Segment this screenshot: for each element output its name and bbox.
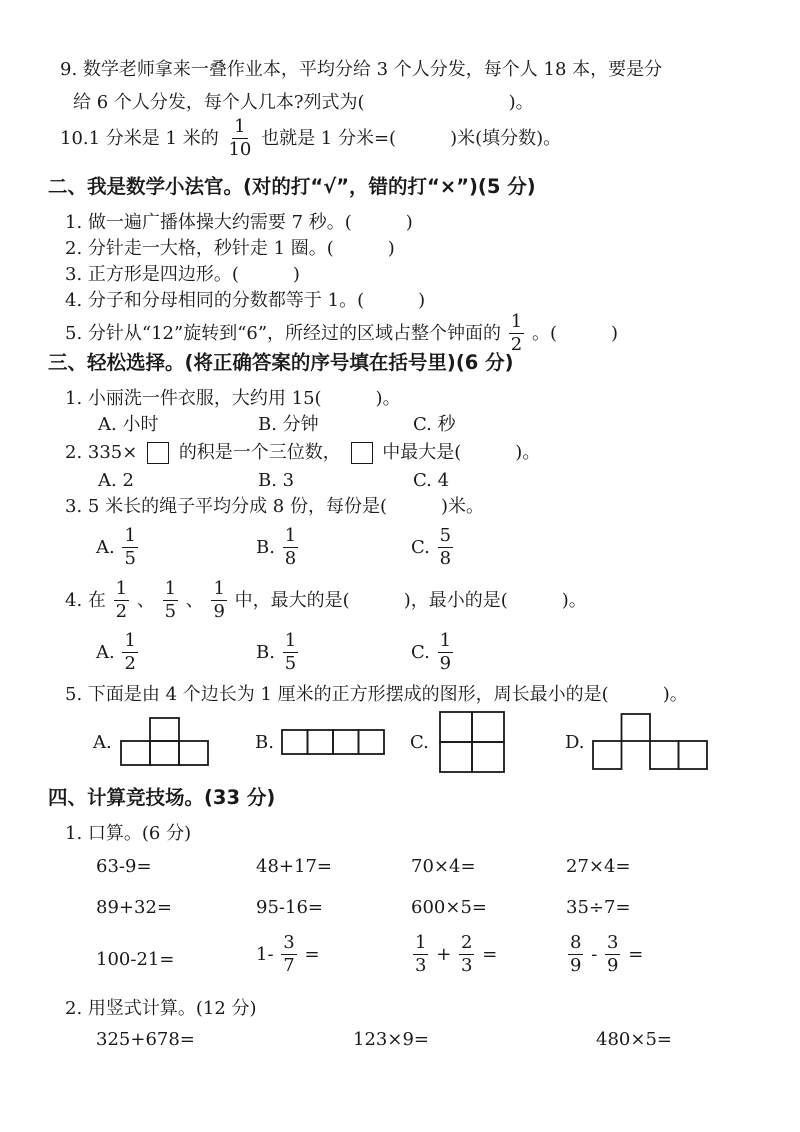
judge-item-1: 1. 做一遍广播体操大约需要 7 秒。( ) (65, 212, 413, 233)
fraction-denominator: 9 (607, 955, 619, 976)
unit-square (440, 742, 472, 772)
sub-question-oral-calc: 1. 口算。(6 分) (65, 823, 192, 844)
question-10-text-before: 10.1 分米是 1 米的 (60, 127, 219, 149)
choice-3-option-c (411, 527, 455, 568)
compare-fraction-3 (211, 580, 226, 621)
choice-2-text-3: 中最大是( )。 (382, 442, 541, 463)
section-2-heading: 二、我是数学小法官。(对的打“√”，错的打“×”)(5 分) (48, 175, 536, 198)
unit-square (472, 712, 504, 742)
option-fraction (283, 527, 298, 568)
choice-question-1: 1. 小丽洗一件衣服，大约用 15( )。 (65, 388, 401, 409)
judge-item-2: 2. 分针走一大格，秒针走 1 圈。( ) (65, 238, 395, 259)
choice-2-option-c: C. 4 (413, 470, 450, 491)
fraction-numerator: 1 (284, 630, 297, 651)
unit-square (679, 741, 708, 769)
fraction-one-half (509, 313, 524, 354)
choice-1-option-a: A. 小时 (98, 414, 159, 435)
shape-option-b-label: B. (255, 732, 274, 753)
fraction-numerator: 8 (570, 932, 582, 953)
choice-2-text-1: 2. 335× (65, 442, 138, 463)
vertical-calc-2: 123×9= (353, 1029, 429, 1050)
fraction-denominator: 10 (228, 139, 252, 160)
shape-option-a (120, 717, 210, 767)
option-fraction (122, 632, 137, 673)
unit-square (179, 741, 208, 765)
fraction-numerator: 3 (607, 932, 619, 953)
choice-2-option-b: B. 3 (258, 470, 295, 491)
option-label: B. (256, 536, 275, 558)
section-4-heading: 四、计算竞技场。(33 分) (48, 786, 276, 809)
fraction-numerator: 3 (283, 932, 295, 953)
choice-3-option-b (256, 527, 300, 568)
calc-r2-c2: 95-16= (256, 897, 323, 918)
choice-4-text-1: 4. 在 (65, 589, 106, 611)
calc-r1-c2: 48+17= (256, 856, 332, 877)
choice-question-4 (65, 580, 587, 621)
unit-square (121, 741, 150, 765)
option-label: C. (411, 536, 430, 558)
fraction-denominator: 5 (284, 653, 297, 674)
choice-3-option-a (96, 527, 140, 568)
expr-equals: = (304, 943, 320, 965)
shape-option-d-label: D. (565, 732, 585, 753)
fraction-numerator: 2 (461, 932, 473, 953)
unit-square (650, 741, 679, 769)
unit-square (308, 730, 334, 754)
unit-square (333, 730, 359, 754)
fraction-numerator: 5 (439, 525, 452, 546)
expr-fraction (281, 934, 296, 975)
calc-r3-c1: 100-21= (96, 949, 175, 970)
expr-fraction (413, 934, 428, 975)
fraction-denominator: 9 (570, 955, 582, 976)
option-label: A. (96, 641, 115, 663)
fraction-numerator: 1 (415, 932, 427, 953)
compare-fraction-2 (163, 580, 178, 621)
choice-2-option-a: A. 2 (98, 470, 134, 491)
fraction-numerator: 1 (124, 525, 136, 546)
fraction-denominator: 2 (510, 334, 523, 355)
fraction-numerator: 1 (164, 578, 177, 599)
option-fraction (122, 527, 137, 568)
choice-question-2 (65, 441, 540, 465)
option-fraction (283, 632, 298, 673)
judge-item-4: 4. 分子和分母相同的分数都等于 1。( ) (65, 290, 426, 311)
question-10-text-after: 也就是 1 分米=( )米(填分数)。 (261, 127, 562, 149)
fraction-numerator: 1 (284, 525, 297, 546)
calc-r3-c2 (256, 934, 320, 975)
compare-fraction-1 (114, 580, 129, 621)
fraction-denominator: 8 (439, 548, 452, 569)
choice-4-text-2: 中，最大的是( )，最小的是( )。 (234, 589, 587, 611)
fraction-denominator: 5 (164, 601, 177, 622)
judge-item-5-text-before: 5. 分针从“12”旋转到“6”，所经过的区域占整个钟面的 (65, 322, 502, 344)
option-label: C. (411, 641, 430, 663)
expr-text: 1- (256, 943, 274, 965)
fraction-numerator: 1 (234, 116, 246, 137)
judge-item-5-text-after: 。( ) (531, 322, 619, 344)
calc-r2-c3: 600×5= (411, 897, 487, 918)
expr-fraction (568, 934, 583, 975)
unit-square (150, 741, 179, 765)
fraction-numerator: 1 (213, 578, 225, 599)
fraction-denominator: 3 (461, 955, 473, 976)
calc-r1-c1: 63-9= (96, 856, 152, 877)
question-9-line-1: 9. 数学老师拿来一叠作业本，平均分给 3 个人分发，每个人 18 本，要是分 (60, 59, 663, 80)
question-10 (60, 118, 561, 159)
fraction-numerator: 1 (439, 630, 452, 651)
judge-item-5 (65, 313, 618, 354)
unit-square (440, 712, 472, 742)
option-label: A. (96, 536, 115, 558)
calc-r3-c4 (566, 934, 643, 975)
choice-1-option-c: C. 秒 (413, 414, 456, 435)
choice-2-text-2: 的积是一个三位数， (178, 442, 341, 463)
choice-question-5: 5. 下面是由 4 个边长为 1 厘米的正方形摆成的图形，周长最小的是( )。 (65, 684, 688, 705)
expr-fraction (605, 934, 620, 975)
unit-square (622, 714, 651, 741)
option-fraction (438, 527, 453, 568)
shape-option-c-label: C. (410, 732, 429, 753)
calc-r2-c4: 35÷7= (566, 897, 631, 918)
fraction-denominator: 9 (439, 653, 452, 674)
blank-box (351, 442, 373, 464)
unit-square (593, 741, 622, 769)
separator: 、 (185, 589, 204, 611)
fraction-numerator: 1 (115, 578, 128, 599)
unit-square (282, 730, 308, 754)
calc-r1-c4: 27×4= (566, 856, 631, 877)
choice-4-option-a (96, 632, 140, 673)
expr-equals: = (628, 943, 644, 965)
fraction-denominator: 8 (284, 548, 297, 569)
fraction-denominator: 7 (283, 955, 295, 976)
unit-square (472, 742, 504, 772)
choice-4-option-b (256, 632, 300, 673)
fraction-denominator: 2 (115, 601, 128, 622)
shape-option-c (439, 711, 505, 773)
shape-option-d (592, 713, 708, 771)
option-label: B. (256, 641, 275, 663)
unit-square (359, 730, 385, 754)
shape-option-a-label: A. (93, 732, 112, 753)
calc-r2-c1: 89+32= (96, 897, 172, 918)
blank-box (147, 442, 169, 464)
unit-square (150, 718, 179, 741)
fraction-denominator: 2 (124, 653, 136, 674)
vertical-calc-3: 480×5= (596, 1029, 672, 1050)
expr-operator: + (436, 943, 452, 965)
shape-option-b (281, 729, 385, 755)
choice-question-3: 3. 5 米长的绳子平均分成 8 份，每份是( )米。 (65, 496, 485, 517)
choice-1-option-b: B. 分钟 (258, 414, 319, 435)
choice-4-option-c (411, 632, 455, 673)
section-3-heading: 三、轻松选择。(将正确答案的序号填在括号里)(6 分) (48, 351, 514, 374)
judge-item-3: 3. 正方形是四边形。( ) (65, 264, 300, 285)
fraction-denominator: 5 (124, 548, 136, 569)
fraction-denominator: 3 (415, 955, 427, 976)
option-fraction (438, 632, 453, 673)
expr-operator: - (591, 943, 598, 965)
question-9-line-2: 给 6 个人分发，每个人几本?列式为( )。 (73, 92, 534, 113)
calc-r1-c3: 70×4= (411, 856, 476, 877)
vertical-calc-1: 325+678= (96, 1029, 195, 1050)
fraction-one-tenth (226, 118, 253, 159)
expr-fraction (459, 934, 474, 975)
expr-equals: = (482, 943, 498, 965)
sub-question-vertical-calc: 2. 用竖式计算。(12 分) (65, 998, 257, 1019)
fraction-numerator: 1 (510, 311, 523, 332)
separator: 、 (136, 589, 155, 611)
fraction-numerator: 1 (124, 630, 136, 651)
calc-r3-c3 (411, 934, 497, 975)
fraction-denominator: 9 (213, 601, 225, 622)
